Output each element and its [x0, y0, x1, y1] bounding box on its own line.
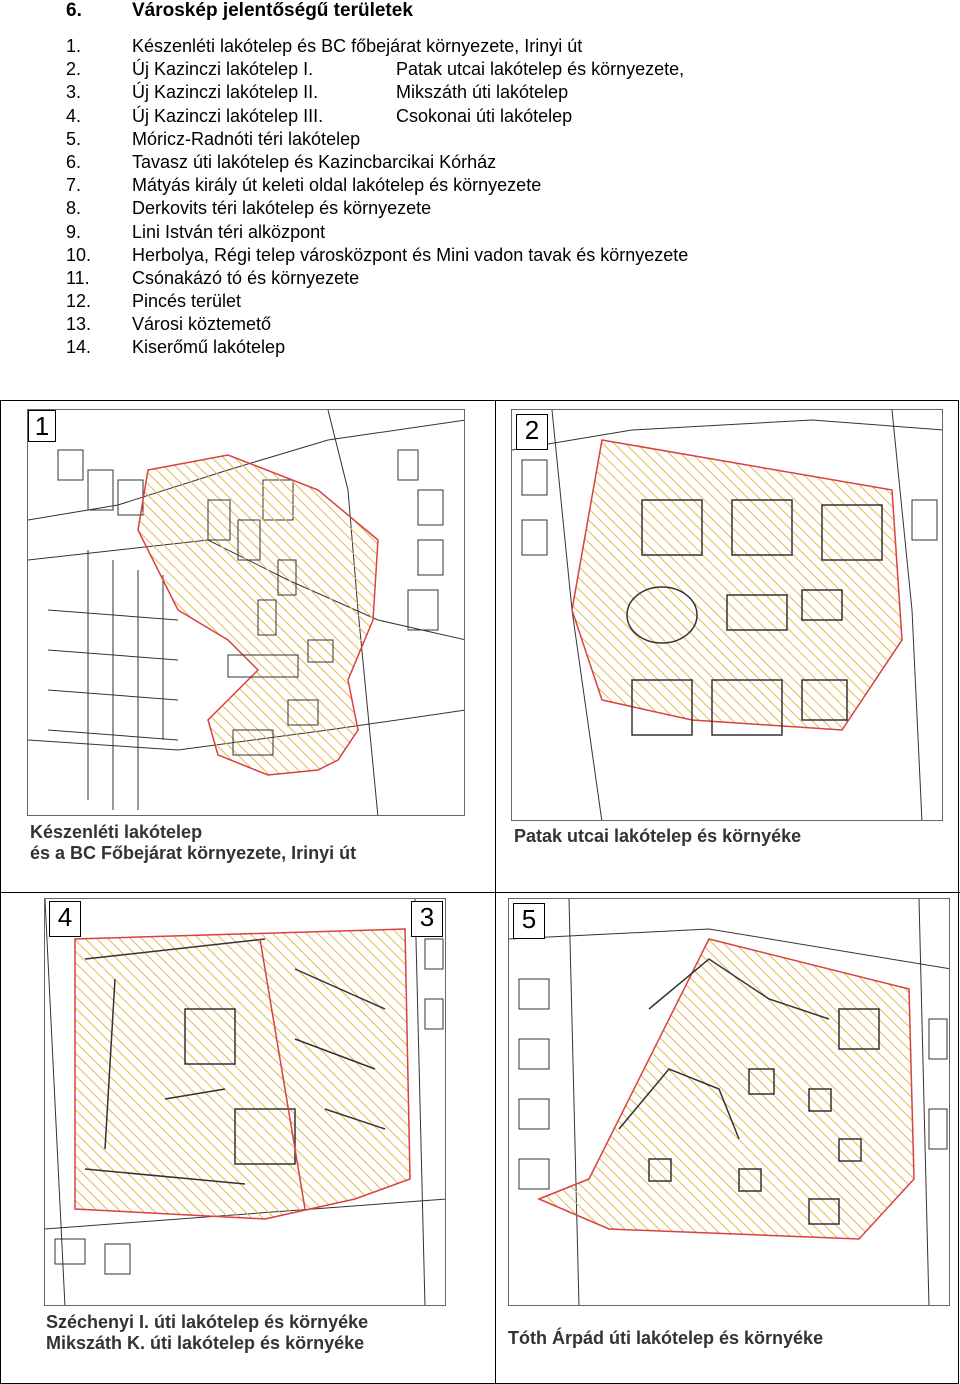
map-1-number: 1: [28, 410, 56, 442]
map-5-drawing: [509, 899, 950, 1306]
list-item: 6. Tavasz úti lakótelep és Kazincbarcikai Kórház: [66, 151, 497, 172]
list-item: 4. Új Kazinczi lakótelep III. Csokonai úti lakótelep: [66, 105, 573, 126]
map-2-drawing: [512, 410, 943, 821]
list-item: 3. Új Kazinczi lakótelep II. Mikszáth úti lakótelep: [66, 82, 569, 103]
section-number: 6.: [66, 0, 82, 21]
list-item: 9. Lini István téri alközpont: [66, 221, 326, 242]
area-list: [66, 35, 688, 360]
map-2: [511, 409, 943, 821]
map-3-4-drawing: [45, 899, 446, 1306]
map-1-drawing: [28, 410, 465, 816]
list-item: 5. Móricz-Radnóti téri lakótelep: [66, 128, 361, 149]
list-item: 12. Pincés terület: [66, 291, 242, 312]
map-3-number: 3: [411, 901, 443, 937]
section-heading: [66, 0, 413, 22]
list-item: 1. Készenléti lakótelep és BC főbejárat környezete, Irinyi út: [66, 36, 583, 56]
map-5-caption: Tóth Árpád úti lakótelep és környéke: [508, 1328, 824, 1348]
list-item: 11. Csónakázó tó és környezete: [66, 267, 360, 288]
map-3-4-caption: Széchenyi I. úti lakótelep és környéke Mikszáth K. úti lakótelep és környéke: [46, 1312, 369, 1353]
list-item: 14. Kiserőmű lakótelep: [66, 337, 286, 358]
list-item: 2. Új Kazinczi lakótelep I. Patak utcai lakótelep és környezete,: [66, 59, 685, 80]
list-item: 13. Városi köztemető: [66, 314, 272, 335]
grid-divider-horizontal: [0, 892, 960, 893]
section-title: Városkép jelentőségű területek: [132, 0, 413, 21]
map-1-caption: Készenléti lakótelep és a BC Főbejárat környezete, Irinyi út: [30, 822, 357, 863]
map-5-number: 5: [513, 903, 545, 939]
list-item: 10. Herbolya, Régi telep városközpont és Mini vadon tavak és környezete: [66, 244, 689, 265]
map-2-caption: Patak utcai lakótelep és környéke: [514, 826, 802, 846]
map-4-number: 4: [49, 901, 81, 937]
list-item: 8. Derkovits téri lakótelep és környezete: [66, 198, 432, 219]
map-5: [508, 898, 950, 1306]
map-3-4: [44, 898, 446, 1306]
map-2-number: 2: [516, 414, 548, 450]
map-1: [27, 409, 465, 816]
list-item: 7. Mátyás király út keleti oldal lakótelep és környezete: [66, 175, 542, 196]
